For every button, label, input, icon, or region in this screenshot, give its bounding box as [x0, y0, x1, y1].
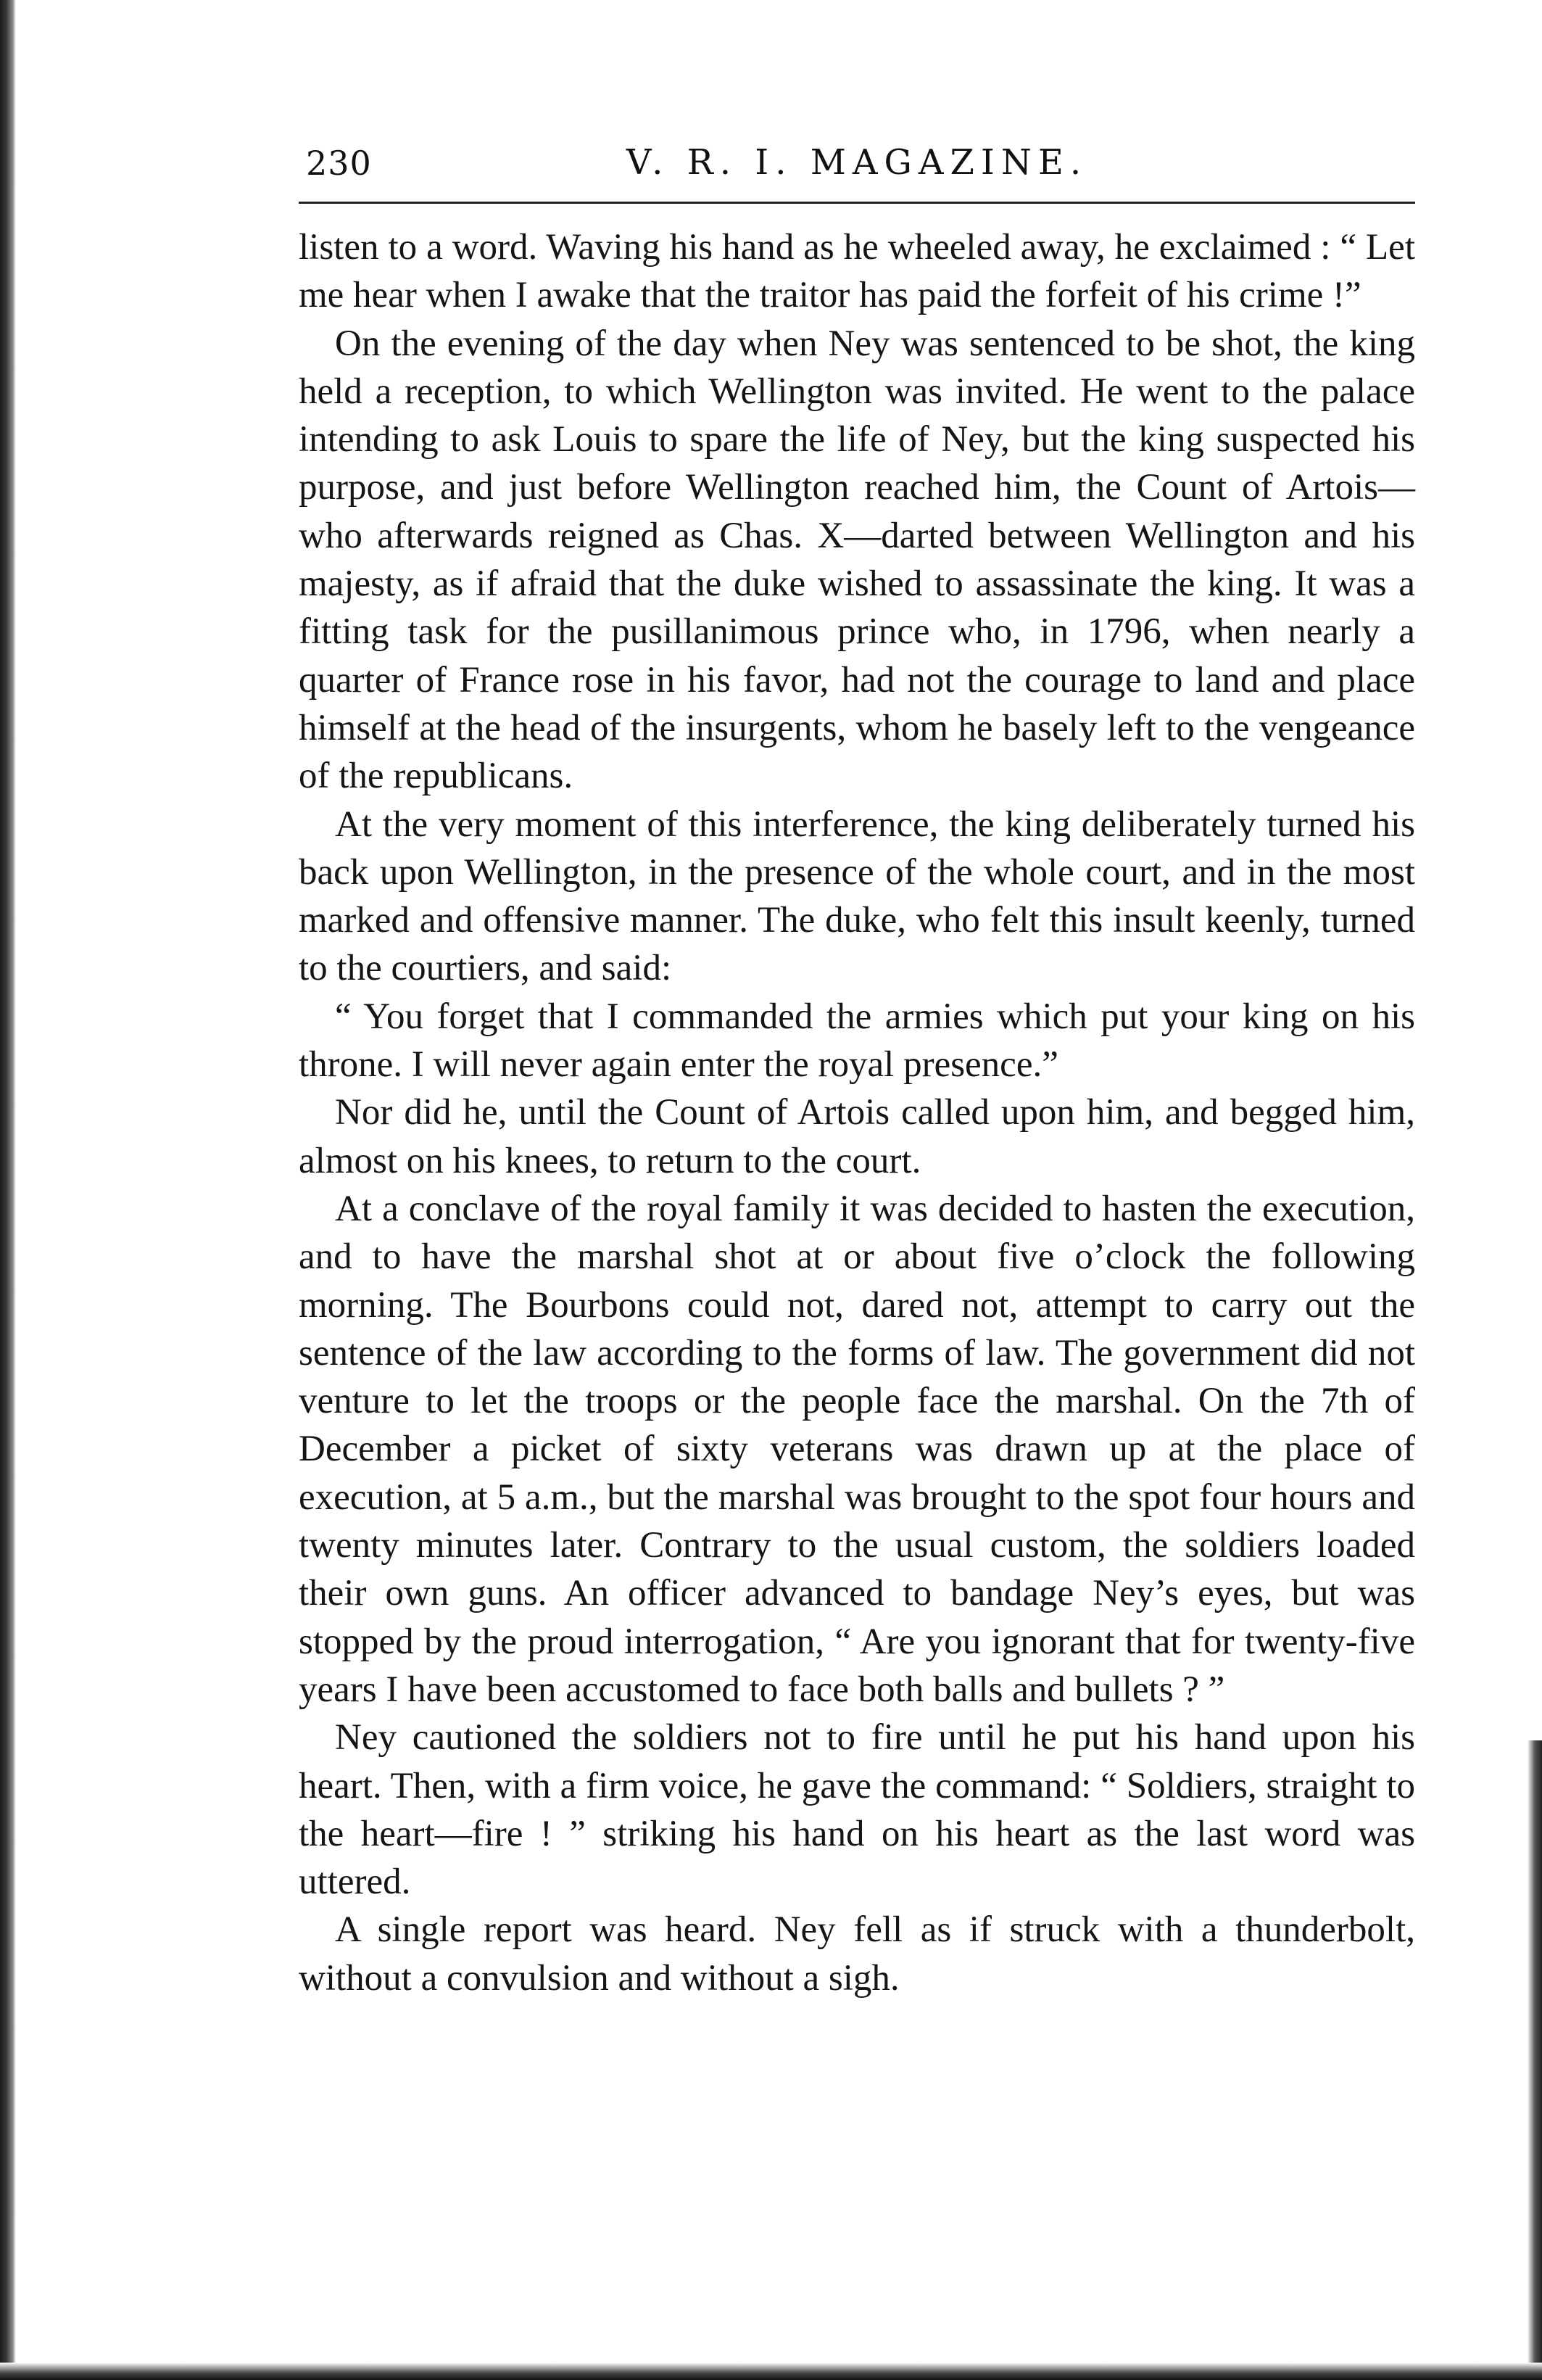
scan-edge-left — [0, 0, 16, 2380]
paragraph-6: At a conclave of the royal family it was decided to hasten the execution, and to have the marshal shot at or about five o’clock the following morning. The Bourbons could not, dared not, attempt to carry out the sentence of the law according to the forms of law. The government did not venture to let the troops or the people face the marshal. On the 7th of December a picket of sixty veterans was drawn up at the place of execution, at 5 a.m., but the marshal was brought to the spot four hours and twenty minutes later. Contrary to the usual custom, the soldiers loaded their own guns. An officer advanced to bandage Ney’s eyes, but was stopped by the proud interrogation, “ Are you ignorant that for twenty-five years I have been accustomed to face both balls and bullets ? ” — [299, 1188, 1415, 1710]
page-header — [299, 138, 1415, 189]
paragraph-7: Ney cautioned the soldiers not to fire until he put his hand upon his heart. Then, with a firm voice, he gave the command: “ Soldiers, straight to the heart—fire ! ” striking his hand on his heart as the last word was uttered. — [299, 1717, 1415, 1903]
paragraph-4: “ You forget that I commanded the armies which put your king on his throne. I will never again enter the royal presence.” — [299, 996, 1415, 1086]
paragraph-8: A single report was heard. Ney fell as if struck with a thunderbolt, without a convulsion and without a sigh. — [299, 1909, 1415, 1999]
scan-edge-right — [1528, 1740, 1542, 2380]
header-rule — [299, 202, 1415, 204]
page-number: 230 — [306, 144, 372, 183]
paragraph-1: listen to a word. Waving his hand as he wheeled away, he exclaimed : “ Let me hear when I awake that the traitor has paid the forfeit of his crime !” — [299, 227, 1415, 316]
article-body — [299, 223, 1415, 2002]
magazine-page — [299, 138, 1415, 1999]
paragraph-2: On the evening of the day when Ney was sentenced to be shot, the king held a reception, to which Wellington was invited. He went to the palace intending to ask Louis to spare the life of Ney, but the king suspected his purpose, and just before Wellington reached him, the Count of Artois—who afterwards reigned as Chas. X—darted between Wellington and his majesty, as if afraid that the duke wished to assassinate the king. It was a fitting task for the pusillanimous prince who, in 1796, when nearly a quarter of France rose in his favor, had not the courage to land and place himself at the head of the insurgents, whom he basely left to the vengeance of the republicans. — [299, 323, 1415, 797]
paragraph-5: Nor did he, until the Count of Artois called upon him, and begged him, almost on his knees, to return to the court. — [299, 1092, 1415, 1181]
running-title: V. R. I. MAGAZINE. — [626, 142, 1088, 183]
scan-edge-bottom — [0, 2363, 1542, 2380]
paragraph-3: At the very moment of this interference, the king deliberately turned his back upon Wellington, in the presence of the whole court, and in the most marked and offensive manner. The duke, who felt this insult keenly, turned to the courtiers, and said: — [299, 803, 1415, 989]
